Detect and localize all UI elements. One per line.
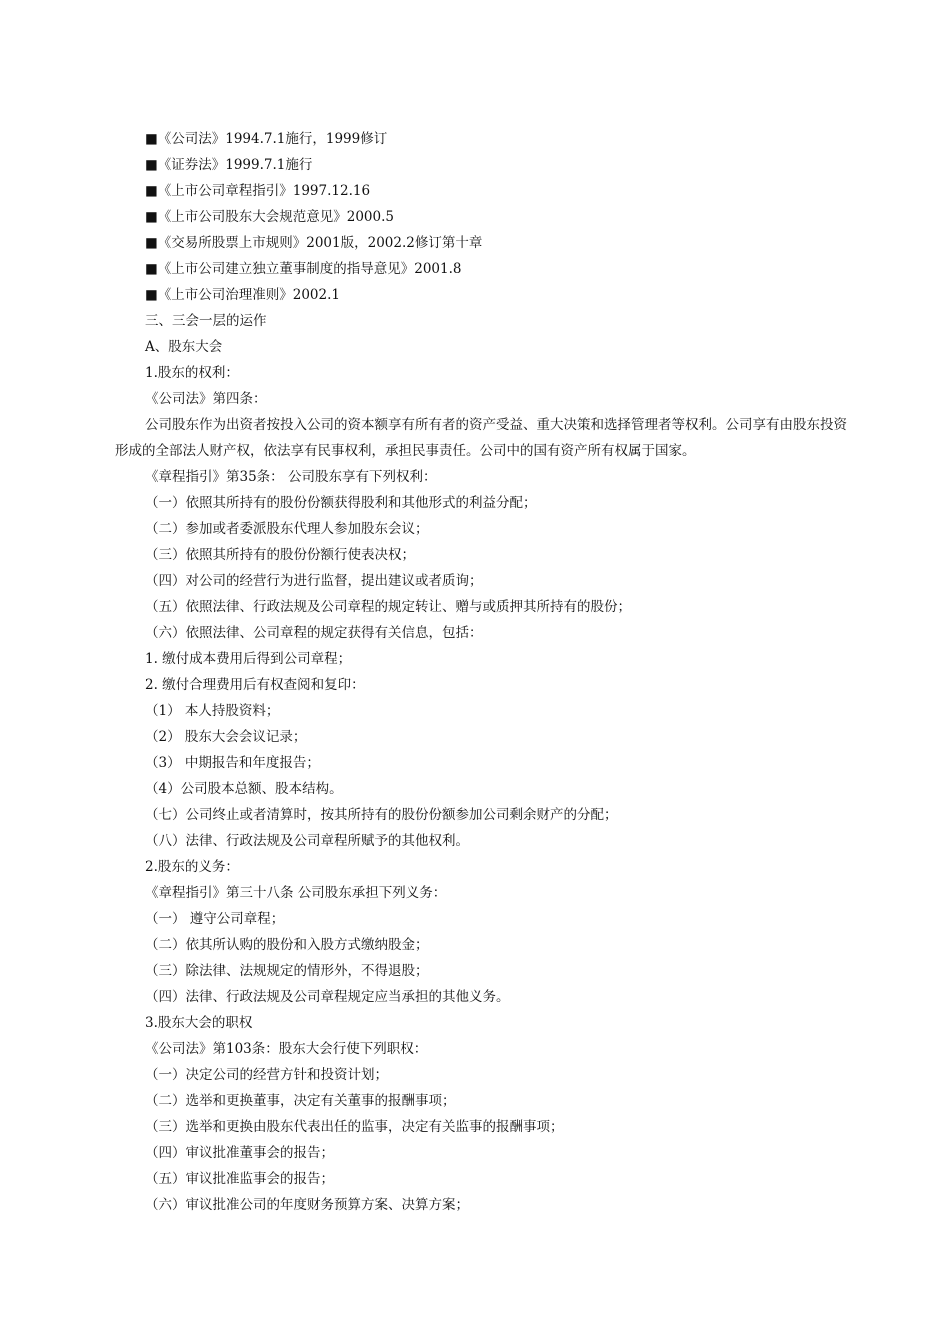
list-item: （二）选举和更换董事，决定有关董事的报酬事项； <box>145 1093 456 1109</box>
list-item: （五）依照法律、行政法规及公司章程的规定转让、赠与或质押其所持有的股份； <box>145 599 631 615</box>
list-item: （三）除法律、法规规定的情形外，不得退股； <box>145 963 429 979</box>
item-heading: 2.股东的义务： <box>145 859 239 875</box>
list-item: （一）决定公司的经营方针和投资计划； <box>145 1067 388 1083</box>
article-reference: 《章程指引》第三十八条 公司股东承担下列义务： <box>145 885 447 901</box>
article-reference: 《公司法》第四条： <box>145 391 267 407</box>
law-reference: ■《上市公司章程指引》1997.12.16 <box>145 183 371 199</box>
list-item: （三）依照其所持有的股份份额行使表决权； <box>145 547 415 563</box>
list-item: （七）公司终止或者清算时，按其所持有的股份份额参加公司剩余财产的分配； <box>145 807 618 823</box>
list-item: （五）审议批准监事会的报告； <box>145 1171 334 1187</box>
article-reference: 《公司法》第103条：股东大会行使下列职权： <box>145 1041 428 1057</box>
list-item: 2. 缴付合理费用后有权查阅和复印： <box>145 677 365 693</box>
section-heading: 三、三会一层的运作 <box>145 313 267 329</box>
item-heading: 1.股东的权利： <box>145 365 239 381</box>
list-item: （六）审议批准公司的年度财务预算方案、决算方案； <box>145 1197 469 1213</box>
article-reference: 《章程指引》第35条： 公司股东享有下列权利： <box>145 469 437 485</box>
law-reference: ■《上市公司治理准则》2002.1 <box>145 287 340 303</box>
list-item: （八）法律、行政法规及公司章程所赋予的其他权利。 <box>145 833 469 849</box>
list-item: 1. 缴付成本费用后得到公司章程； <box>145 651 352 667</box>
list-item: （四）对公司的经营行为进行监督，提出建议或者质询； <box>145 573 483 589</box>
law-reference: ■《交易所股票上市规则》2001版，2002.2修订第十章 <box>145 235 483 251</box>
item-heading: 3.股东大会的职权 <box>145 1015 253 1031</box>
list-item: （一）依照其所持有的股份份额获得股利和其他形式的利益分配； <box>145 495 537 511</box>
law-reference: ■《公司法》1994.7.1施行，1999修订 <box>145 131 388 147</box>
list-item: （二）依其所认购的股份和入股方式缴纳股金； <box>145 937 429 953</box>
list-item: （3） 中期报告和年度报告； <box>145 755 320 771</box>
law-reference: ■《证券法》1999.7.1施行 <box>145 157 313 173</box>
list-item: （六）依照法律、公司章程的规定获得有关信息，包括： <box>145 625 483 641</box>
law-reference: ■《上市公司建立独立董事制度的指导意见》2001.8 <box>145 261 462 277</box>
list-item: （二）参加或者委派股东代理人参加股东会议； <box>145 521 429 537</box>
document-body <box>0 126 950 1218</box>
list-item: （四）法律、行政法规及公司章程规定应当承担的其他义务。 <box>145 989 510 1005</box>
list-item: （4）公司股本总额、股本结构。 <box>145 781 343 797</box>
list-item: （2） 股东大会会议记录； <box>145 729 307 745</box>
subsection-heading: A、股东大会 <box>145 339 223 355</box>
paragraph: 公司股东作为出资者按投入公司的资本额享有所有者的资产受益、重大决策和选择管理者等权利。公司享有由股东投资形成的全部法人财产权，依法享有民事权利，承担民事责任。公司中的国有资产所有权属于国家。 <box>115 417 847 459</box>
list-item: （1） 本人持股资料； <box>145 703 280 719</box>
list-item: （四）审议批准董事会的报告； <box>145 1145 334 1161</box>
list-item: （三）选举和更换由股东代表出任的监事，决定有关监事的报酬事项； <box>145 1119 564 1135</box>
law-reference: ■《上市公司股东大会规范意见》2000.5 <box>145 209 394 225</box>
list-item: （一） 遵守公司章程； <box>145 911 285 927</box>
